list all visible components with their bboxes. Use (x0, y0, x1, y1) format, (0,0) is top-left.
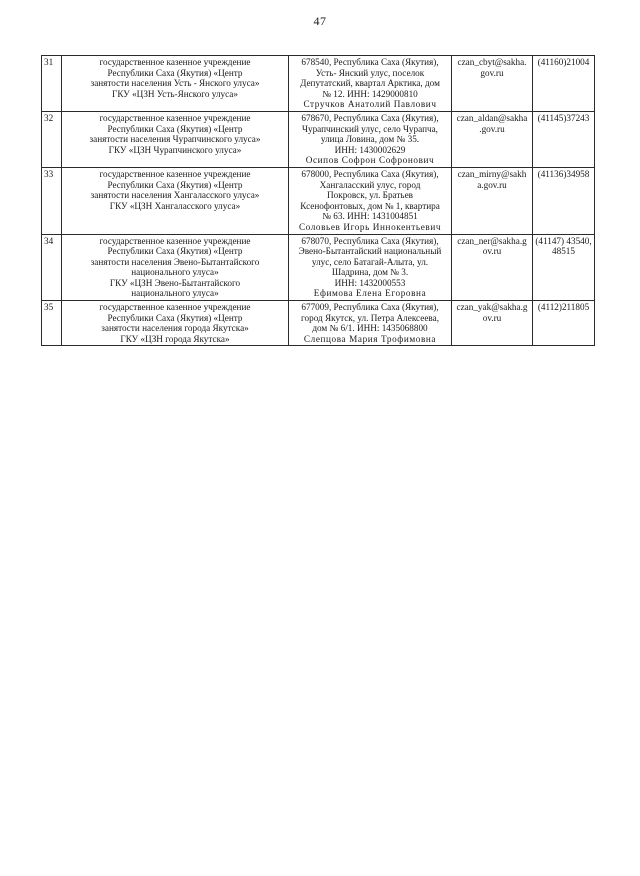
email-cell (452, 301, 533, 346)
address-line: Хангаласский улус, город (319, 179, 421, 190)
email-cell (452, 167, 533, 234)
institution-name-line: Республики Саха (Якутия) «Центр (107, 312, 243, 323)
phone-line: (4112)211805 (537, 302, 590, 313)
institution-name-cell (62, 301, 289, 346)
email-line[interactable]: czan_yak@sakha.g (456, 302, 528, 313)
institution-name-line: Республики Саха (Якутия) «Центр (107, 123, 243, 134)
address-line: Соловьев Игорь Иннокентьевич (298, 221, 442, 232)
address-cell (289, 56, 452, 112)
table-row (42, 301, 595, 346)
email-cell (452, 111, 533, 167)
address-cell (289, 167, 452, 234)
phone-line: (41145)37243 (537, 112, 590, 123)
row-number-cell (42, 234, 62, 301)
institution-name-line: занятости населения Эвено-Бытантайского (90, 256, 260, 267)
address-line: № 12. ИНН: 1429000810 (322, 88, 418, 99)
address-line: ИНН: 1430002629 (334, 144, 406, 155)
institution-name-line: занятости населения Хангаласского улуса» (90, 190, 260, 201)
email-line[interactable]: ov.ru (482, 246, 502, 257)
email-line[interactable]: a.gov.ru (477, 179, 507, 190)
address-line: 678070, Республика Саха (Якутия), (301, 235, 439, 246)
email-line[interactable]: czan_mirny@sakh (457, 168, 527, 179)
address-line: улица Ловина, дом № 35. (320, 134, 420, 145)
phone-line: (41147) 43540, (535, 235, 592, 246)
institution-name-cell (62, 234, 289, 301)
address-line: Слепцова Мария Трофимовна (303, 333, 437, 344)
row-number-cell (42, 111, 62, 167)
address-line: Ксенофонтовых, дом № 1, квартира (300, 200, 440, 211)
institution-name-line: Республики Саха (Якутия) «Центр (107, 179, 243, 190)
institution-name-line: занятости населения города Якутска» (101, 323, 249, 334)
table-row (42, 56, 595, 112)
row-number: 35 (44, 302, 54, 313)
institution-name-line: национального улуса» (131, 267, 219, 278)
institution-name-line: государственное казенное учреждение (99, 235, 251, 246)
address-cell (289, 111, 452, 167)
address-cell (289, 234, 452, 301)
institution-name-line: Республики Саха (Якутия) «Центр (107, 246, 243, 257)
row-number: 31 (44, 57, 54, 67)
address-line: ИНН: 1432000553 (334, 277, 406, 288)
employment-centers-table (41, 55, 595, 346)
phone-line: (41136)34958 (537, 168, 590, 179)
table-body (42, 56, 595, 346)
address-line: город Якутск, ул. Петра Алексеева, (301, 312, 439, 323)
address-line: улус, село Батагай-Алыта, ул. (311, 256, 429, 267)
table-row (42, 234, 595, 301)
institution-name-line: ГКУ «ЦЗН города Якутска» (120, 333, 230, 344)
institution-name-line: ГКУ «ЦЗН Хангаласского улуса» (109, 200, 241, 211)
email-line[interactable]: czan_aldan@sakha (456, 112, 528, 123)
institution-name-line: государственное казенное учреждение (99, 302, 251, 313)
phone-cell (533, 234, 595, 301)
address-line: Чурапчинский улус, село Чурапча, (302, 123, 438, 134)
email-line[interactable]: gov.ru (480, 67, 504, 78)
email-cell (452, 56, 533, 112)
page-number: 47 (313, 14, 327, 28)
institution-name-line: государственное казенное учреждение (99, 57, 251, 67)
email-cell (452, 234, 533, 301)
institution-name-line: государственное казенное учреждение (99, 112, 251, 123)
address-line: 677009, Республика Саха (Якутия), (301, 302, 439, 313)
institution-name-line: ГКУ «ЦЗН Усть-Янского улуса» (112, 88, 238, 99)
address-line: дом № 6/1. ИНН: 1435068800 (312, 323, 428, 334)
address-line: 678000, Республика Саха (Якутия), (301, 168, 439, 179)
address-line: № 63. ИНН: 1431004851 (322, 211, 418, 222)
phone-cell (533, 301, 595, 346)
row-number-cell (42, 301, 62, 346)
address-line: Стручков Анатолий Павлович (303, 99, 437, 110)
institution-name-line: занятости населения Усть - Янского улуса» (90, 78, 260, 89)
email-line[interactable]: ov.ru (482, 312, 502, 323)
address-line: Эвено-Бытантайский национальный (298, 246, 442, 257)
institution-name-line: государственное казенное учреждение (99, 168, 251, 179)
institution-name-line: ГКУ «ЦЗН Чурапчинского улуса» (108, 144, 242, 155)
address-line: Депутатский, квартал Арктика, дом (300, 78, 440, 89)
row-number: 33 (44, 168, 54, 179)
address-cell (289, 301, 452, 346)
email-line[interactable]: .gov.ru (479, 123, 505, 134)
phone-cell (533, 167, 595, 234)
address-line: Ефимова Елена Егоровна (313, 288, 427, 299)
address-line: 678540, Республика Саха (Якутия), (301, 57, 439, 67)
phone-line: 48515 (552, 246, 575, 257)
institution-name-cell (62, 56, 289, 112)
row-number-cell (42, 167, 62, 234)
institution-name-line: Республики Саха (Якутия) «Центр (107, 67, 243, 78)
row-number: 34 (44, 235, 54, 246)
row-number-cell (42, 56, 62, 112)
institution-name-line: национального улуса» (131, 288, 219, 299)
institution-name-cell (62, 167, 289, 234)
address-line: Покровск, ул. Братьев (327, 190, 413, 201)
phone-cell (533, 111, 595, 167)
address-line: Усть- Янский улус, поселок (315, 67, 425, 78)
institution-name-line: занятости населения Чурапчинского улуса» (89, 134, 261, 145)
email-line[interactable]: czan_ner@sakha.g (457, 235, 527, 246)
address-line: Шадрина, дом № 3. (331, 267, 409, 278)
phone-cell (533, 56, 595, 112)
institution-name-line: ГКУ «ЦЗН Эвено-Бытантайского (109, 277, 241, 288)
address-line: 678670, Республика Саха (Якутия), (301, 112, 439, 123)
institution-name-cell (62, 111, 289, 167)
email-line[interactable]: czan_cbyt@sakha. (457, 57, 527, 67)
row-number: 32 (44, 112, 54, 123)
phone-line: (41160)21004 (537, 57, 590, 67)
table-row (42, 167, 595, 234)
address-line: Осипов Софрон Софронович (305, 155, 435, 166)
table-row (42, 111, 595, 167)
